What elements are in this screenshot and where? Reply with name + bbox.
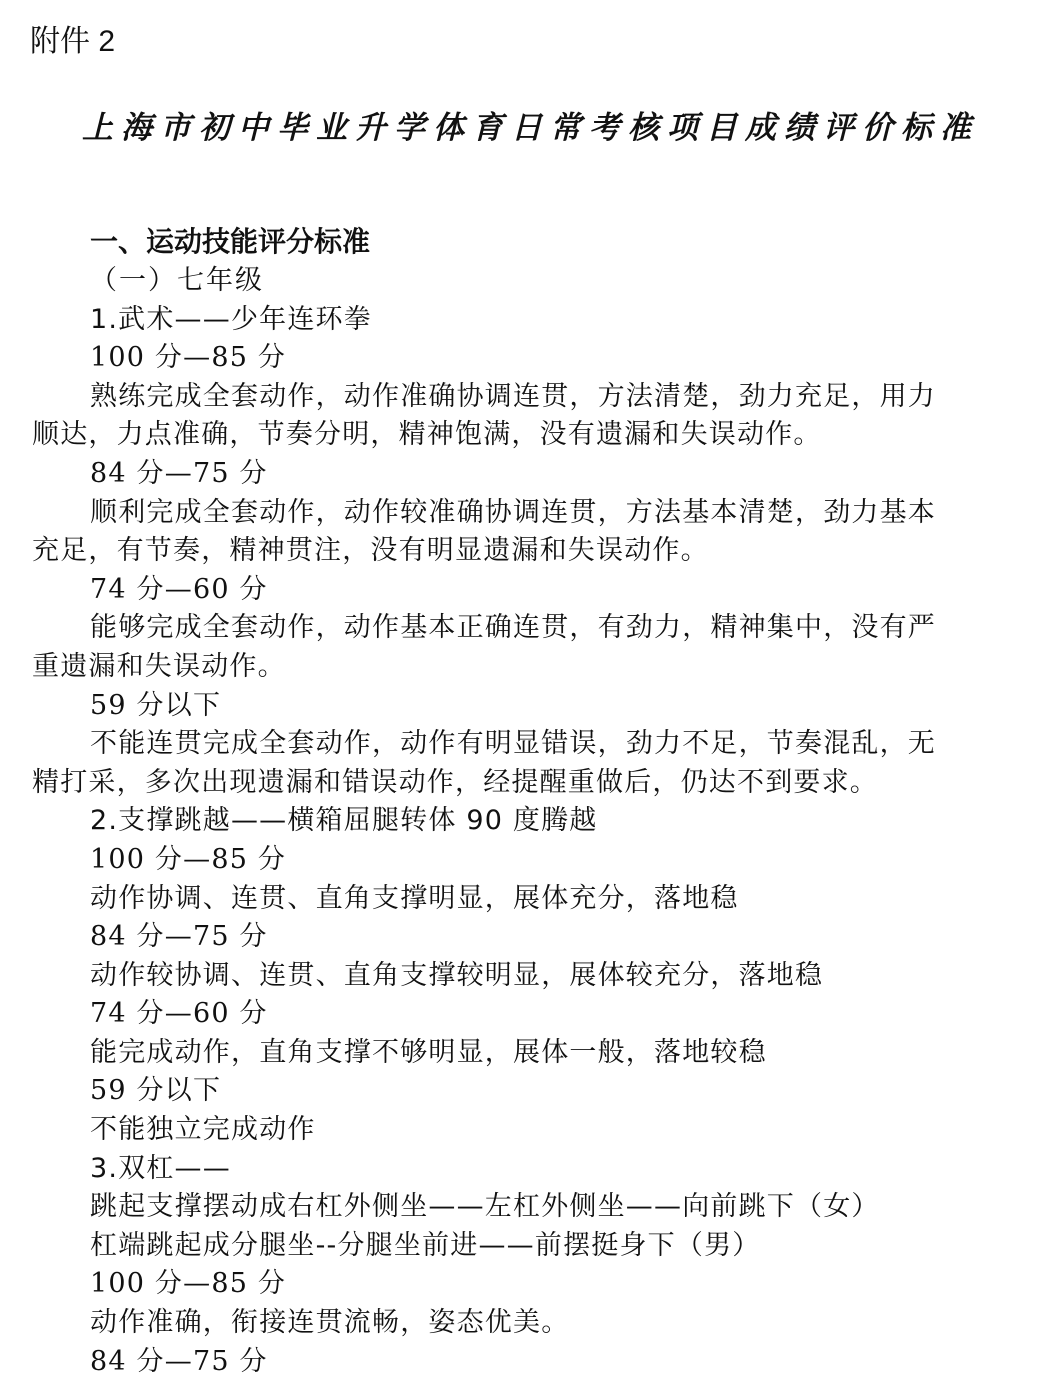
item-heading: 3.双杠——: [90, 1152, 231, 1184]
item-heading: 2.支撑跳越——横箱屈腿转体 90 度腾越: [90, 805, 598, 837]
score-range: 84 分—75 分: [90, 457, 268, 489]
criteria-line: 动作较协调、连贯、直角支撑较明显，展体较充分，落地稳: [90, 959, 824, 991]
item-parallel-bars: [32, 1150, 992, 1382]
score-range: 100 分—85 分: [90, 843, 287, 875]
criteria-line: 动作准确，衔接连贯流畅，姿态优美。: [90, 1307, 570, 1339]
document-body: [32, 222, 992, 1381]
criteria-line: 充足，有节奏，精神贯注，没有明显遗漏和失误动作。: [32, 535, 709, 567]
criteria-line: 精打采，多次出现遗漏和错误动作，经提醒重做后，仍达不到要求。: [32, 766, 878, 798]
item-wushu: [32, 301, 992, 803]
criteria-line: 顺利完成全套动作，动作较准确协调连贯，方法基本清楚，劲力基本: [90, 496, 936, 528]
criteria-line: 重遗漏和失误动作。: [32, 650, 286, 682]
score-range: 59 分以下: [90, 689, 222, 721]
criteria-line: 动作协调、连贯、直角支撑明显，展体充分，落地稳: [90, 882, 739, 914]
section-heading: 一、运动技能评分标准: [90, 225, 371, 258]
criteria-line: 能完成动作，直角支撑不够明显，展体一般，落地较稳: [90, 1036, 767, 1068]
score-range: 59 分以下: [90, 1075, 222, 1107]
item-subheading: 杠端跳起成分腿坐--分腿坐前进——前摆挺身下（男）: [90, 1229, 761, 1261]
criteria-line: 不能连贯完成全套动作，动作有明显错误，劲力不足，节奏混乱，无: [90, 728, 936, 760]
document-title: 上海市初中毕业升学体育日常考核项目成绩评价标准: [82, 110, 979, 146]
criteria-line: 顺达，力点准确，节奏分明，精神饱满，没有遗漏和失误动作。: [32, 419, 822, 451]
score-range: 84 分—75 分: [90, 921, 268, 953]
criteria-line: 能够完成全套动作，动作基本正确连贯，有劲力，精神集中，没有严: [90, 612, 936, 644]
score-range: 74 分—60 分: [90, 998, 268, 1030]
score-range: 84 分—75 分: [90, 1345, 268, 1377]
score-range: 74 分—60 分: [90, 573, 268, 605]
attachment-label: 附件 2: [30, 25, 116, 58]
grade-heading: （一）七年级: [90, 265, 264, 296]
score-range: 100 分—85 分: [90, 342, 287, 374]
item-vault: [32, 802, 992, 1149]
score-range: 100 分—85 分: [90, 1268, 287, 1300]
item-heading: 1.武术——少年连环拳: [90, 303, 372, 335]
item-subheading: 跳起支撑摆动成右杠外侧坐——左杠外侧坐——向前跳下（女）: [90, 1191, 880, 1223]
criteria-line: 熟练完成全套动作，动作准确协调连贯，方法清楚，劲力充足，用力: [90, 380, 936, 412]
criteria-line: 不能独立完成动作: [90, 1114, 316, 1146]
